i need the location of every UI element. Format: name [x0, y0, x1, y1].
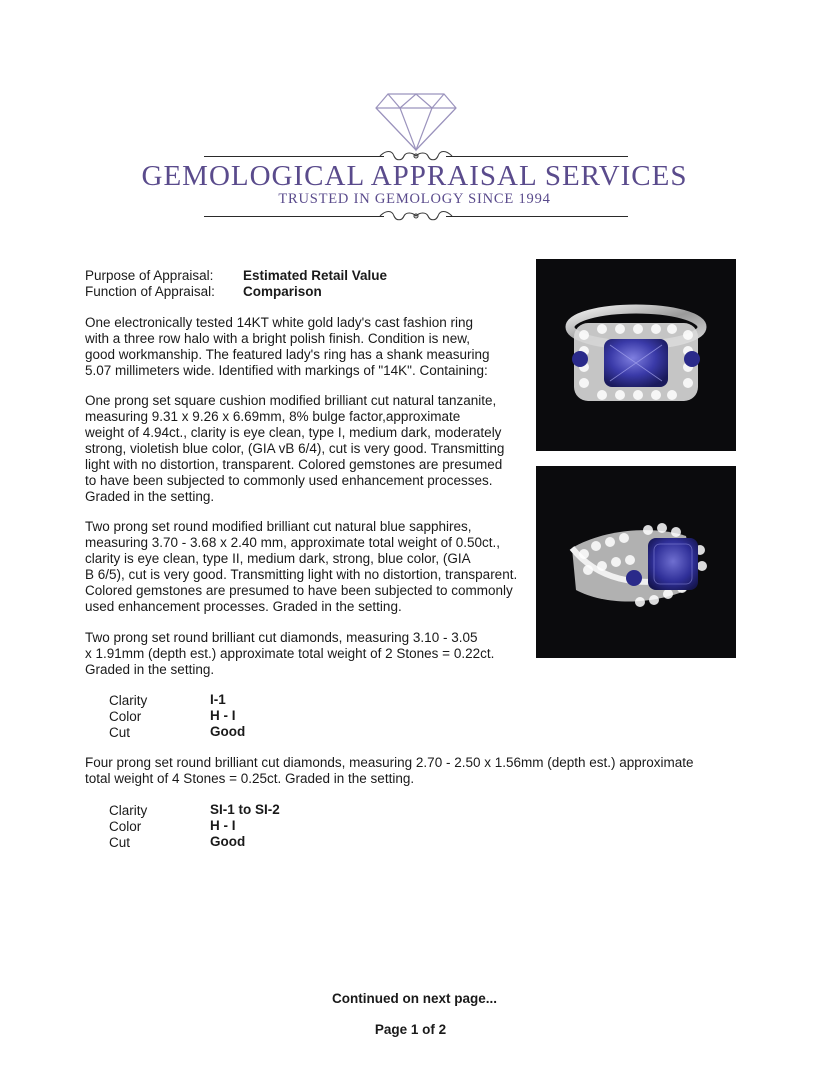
cut-label: Cut [109, 835, 131, 850]
four-diamonds-paragraph: Four prong set round brilliant cut diamonds, measuring 2.70 - 2.50 x 1.56mm (depth est.) approximate total weight of 4 Stones = 0.25ct. Graded in the setting. [85, 755, 694, 786]
scroll-ornament-icon [376, 208, 456, 224]
header-rule-top-right [446, 156, 628, 157]
grades-table [109, 692, 309, 740]
company-name: GEMOLOGICAL APPRAISAL SERVICES [141, 160, 688, 192]
header-rule-top-left [204, 156, 384, 157]
two-diamonds-paragraph: Two prong set round brilliant cut diamonds, measuring 3.10 - 3.05 x 1.91mm (depth est.) approximate total weight of 2 Stones = 0.22ct. Graded in the setting. [85, 630, 495, 677]
color-label: Color [109, 819, 142, 834]
diamond-logo-icon [374, 92, 458, 152]
clarity-value: SI-1 to SI-2 [210, 802, 280, 817]
purpose-label: Purpose of Appraisal: [85, 268, 214, 283]
ring-image [536, 259, 736, 451]
header-rule-bottom-right [446, 216, 628, 217]
sapphires-paragraph: Two prong set round modified brilliant cut natural blue sapphires, measuring 3.70 - 3.68 x 2.40 mm, approximate total weight of 0.50ct., clarity is eye clean, type II, medium dark, strong, blue color, (GIA B 6/5), cut is very good. Transmitting light with no distortion, transparent. Colored gemstones are presumed to have been subjected to commonly used enhancement processes. Graded in the setting. [85, 519, 518, 614]
header-rule-bottom-left [204, 216, 384, 217]
color-value: H - I [210, 818, 236, 833]
page-number: Page 1 of 2 [374, 1022, 447, 1037]
grades-table [109, 802, 329, 850]
intro-paragraph: One electronically tested 14KT white gold lady's cast fashion ring with a three row halo with a bright polish finish. Condition is new, good workmanship. The featured lady's ring has a shank measuring 5.07 millimeters wide. Identified with markings of "14K". Containing: [85, 315, 490, 378]
cut-label: Cut [109, 725, 131, 740]
color-label: Color [109, 709, 142, 724]
function-value: Comparison [243, 284, 322, 299]
continued-note: Continued on next page... [332, 991, 497, 1006]
clarity-label: Clarity [109, 693, 148, 708]
tanzanite-paragraph: One prong set square cushion modified brilliant cut natural tanzanite, measuring 9.31 x 9.26 x 6.69mm, 8% bulge factor,approximate weight of 4.94ct., clarity is eye clean, type I, medium dark, moderately strong, violetish blue color, (GIA vB 6/4), cut is very good. Transmitting light with no distortion, transparent. Colored gemstones are presumed to have been subjected to commonly used enhancement processes. Graded in the setting. [85, 393, 505, 504]
ring-image [536, 466, 736, 658]
company-tagline: TRUSTED IN GEMOLOGY SINCE 1994 [278, 191, 551, 207]
purpose-value: Estimated Retail Value [243, 268, 388, 283]
cut-value: Good [210, 724, 246, 739]
ring-photo-top [536, 259, 736, 451]
clarity-value: I-1 [210, 692, 226, 707]
ring-photo-bottom [536, 466, 736, 658]
function-label: Function of Appraisal: [85, 284, 215, 299]
cut-value: Good [210, 834, 246, 849]
color-value: H - I [210, 708, 236, 723]
clarity-label: Clarity [109, 803, 148, 818]
